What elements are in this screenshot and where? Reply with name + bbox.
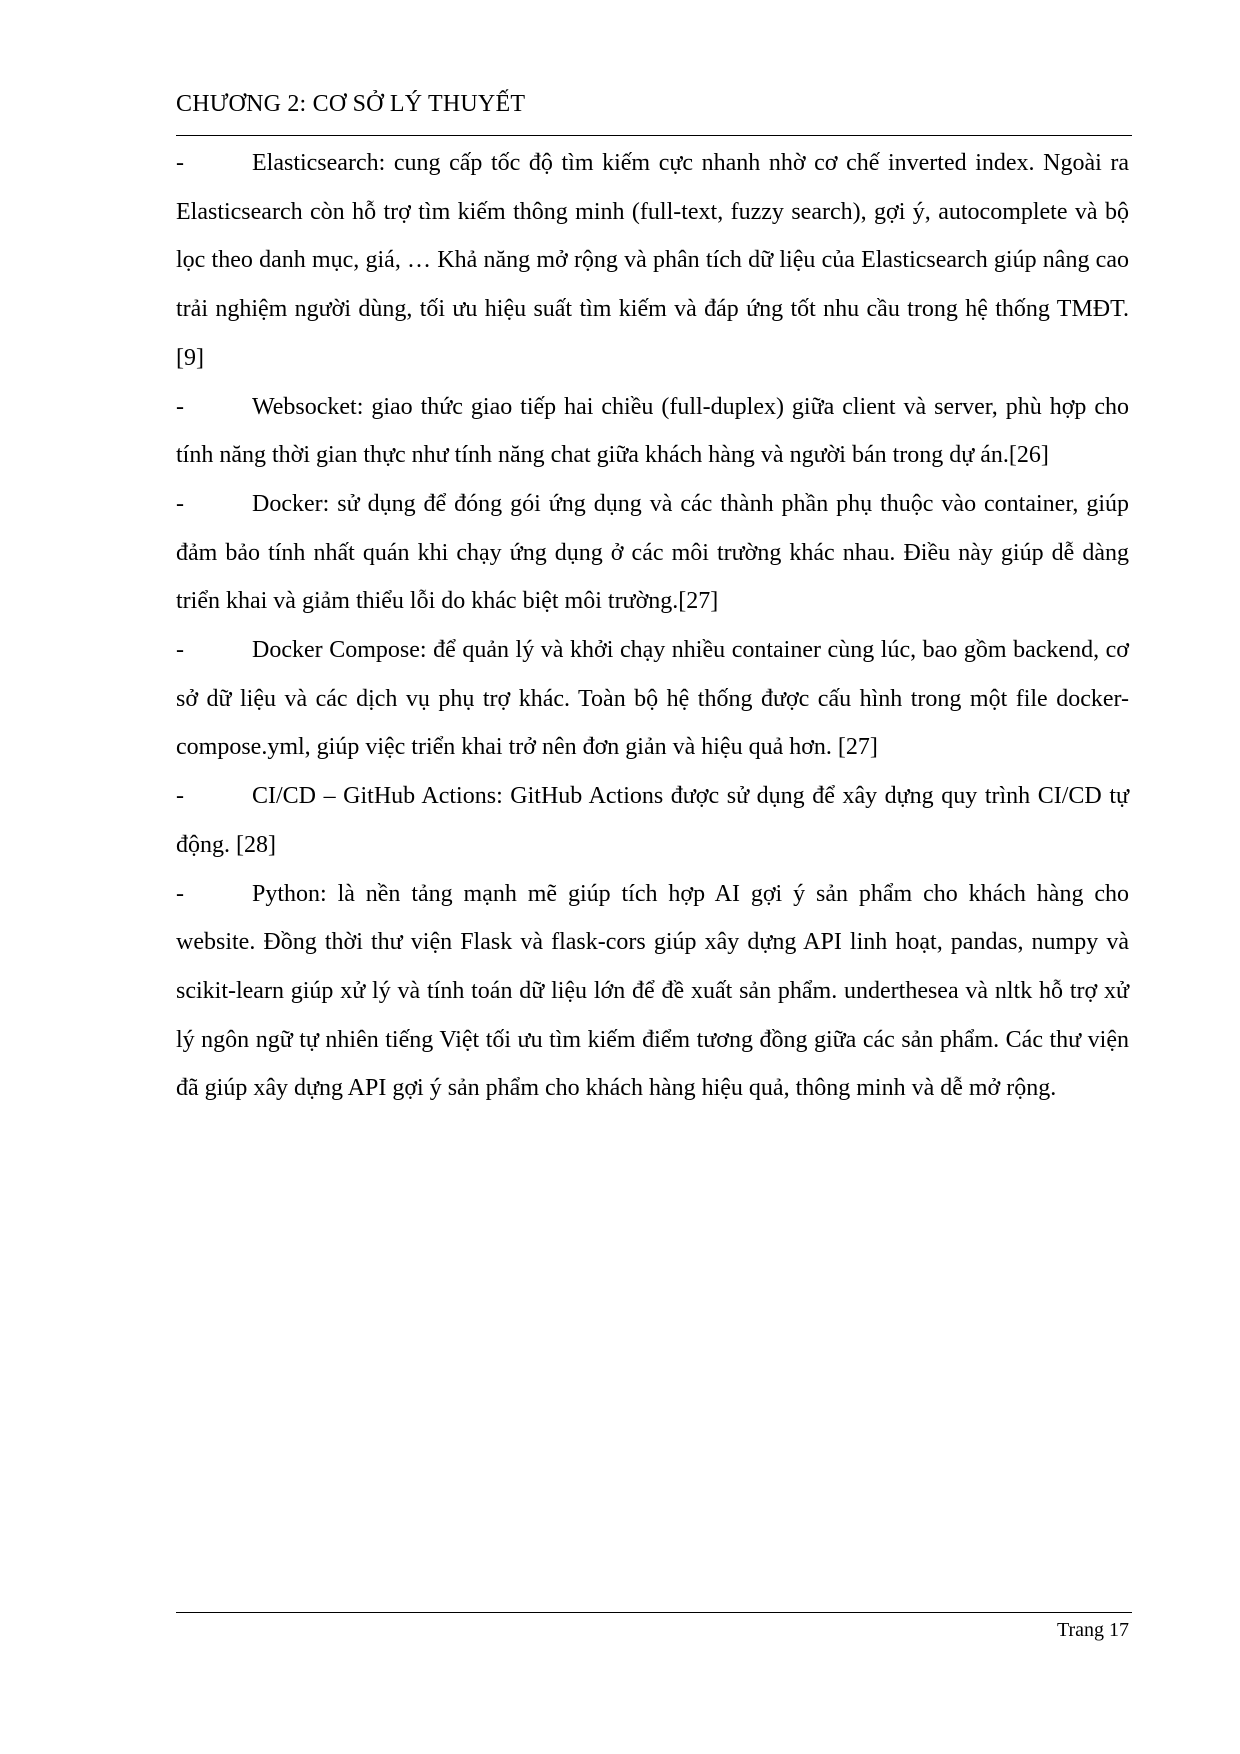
chapter-header: CHƯƠNG 2: CƠ SỞ LÝ THUYẾT xyxy=(176,91,526,117)
bullet-paragraph-docker xyxy=(176,480,1129,626)
paragraph-text: Docker Compose: để quản lý và khởi chạy nhiều container cùng lúc, bao gồm backend, cơ sở dữ liệu và các dịch vụ phụ trợ khác. Toàn bộ hệ thống được cấu hình trong một file docker-compose.yml, giúp việc triển khai trở nên đơn giản và hiệu quả hơn. [27] xyxy=(176,637,1129,761)
footer-divider xyxy=(176,1612,1132,1613)
bullet-dash: - xyxy=(176,637,184,664)
paragraph-text: Python: là nền tảng mạnh mẽ giúp tích hợp AI gợi ý sản phẩm cho khách hàng cho website. Đồng thời thư viện Flask và flask-cors giúp xây dựng API linh hoạt, pandas, numpy và scikit-learn giúp xử lý và tính toán dữ liệu lớn để đề xuất sản phẩm. underthesea và nltk hỗ trợ xử lý ngôn ngữ tự nhiên tiếng Việt tối ưu tìm kiếm điểm tương đồng giữa các sản phẩm. Các thư viện đã giúp xây dựng API gợi ý sản phẩm cho khách hàng hiệu quả, thông minh và dễ mở rộng. xyxy=(176,880,1129,1102)
header-divider xyxy=(176,135,1132,136)
bullet-dash: - xyxy=(176,880,184,907)
bullet-dash: - xyxy=(176,150,184,176)
bullet-dash: - xyxy=(176,783,184,810)
bullet-paragraph-elasticsearch xyxy=(176,139,1129,383)
bullet-paragraph-docker-compose xyxy=(176,626,1129,772)
bullet-dash: - xyxy=(176,393,184,420)
paragraph-text: Elasticsearch: cung cấp tốc độ tìm kiếm cực nhanh nhờ cơ chế inverted index. Ngoài ra Elasticsearch còn hỗ trợ tìm kiếm thông minh (full-text, fuzzy search), gợi ý, autocomplete và bộ lọc theo danh mục, giá, … Khả năng mở rộng và phân tích dữ liệu của Elasticsearch giúp nâng cao trải nghiệm người dùng, tối ưu hiệu suất tìm kiếm và đáp ứng tốt nhu cầu trong hệ thống TMĐT.[9] xyxy=(176,150,1129,371)
paragraph-text: Docker: sử dụng để đóng gói ứng dụng và các thành phần phụ thuộc vào container, giúp đảm bảo tính nhất quán khi chạy ứng dụng ở các môi trường khác nhau. Điều này giúp dễ dàng triển khai và giảm thiểu lỗi do khác biệt môi trường.[27] xyxy=(176,490,1129,615)
bullet-dash: - xyxy=(176,490,184,517)
bullet-paragraph-cicd xyxy=(176,772,1129,869)
paragraph-text: CI/CD – GitHub Actions: GitHub Actions được sử dụng để xây dựng quy trình CI/CD tự động. [28] xyxy=(176,783,1129,858)
bullet-paragraph-python xyxy=(176,870,1129,1114)
page-number: Trang 17 xyxy=(1056,1619,1129,1641)
bullet-paragraph-websocket xyxy=(176,383,1129,480)
document-body xyxy=(176,139,1129,1113)
paragraph-text: Websocket: giao thức giao tiếp hai chiều (full-duplex) giữa client và server, phù hợp cho tính năng thời gian thực như tính năng chat giữa khách hàng và người bán trong dự án.[26] xyxy=(176,393,1129,469)
